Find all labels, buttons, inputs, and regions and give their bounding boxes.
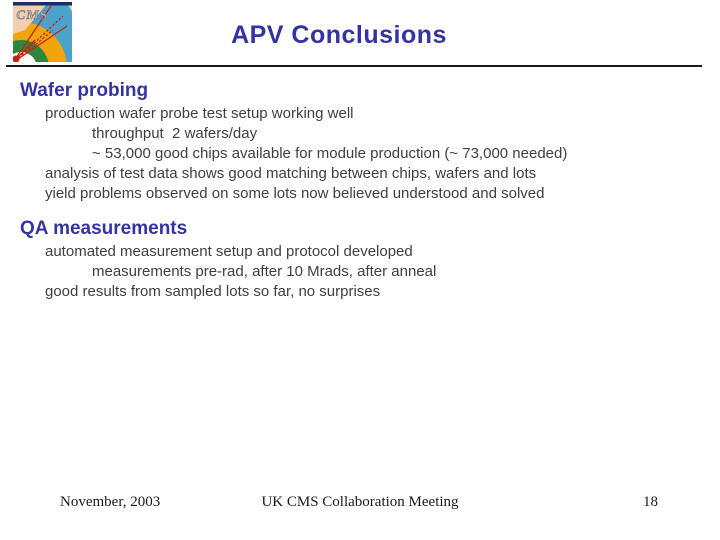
section-wafer-probing	[0, 79, 720, 204]
slide-footer	[0, 494, 720, 518]
footer-date: November, 2003	[60, 494, 161, 510]
slide-title: APV Conclusions	[231, 21, 447, 49]
body-line: throughput 2 wafers/day	[92, 125, 258, 142]
cms-logo-text: CMS	[15, 7, 50, 22]
body-line: ~ 53,000 good chips available for module production (~ 73,000 needed)	[92, 145, 568, 162]
section-heading: QA measurements	[20, 218, 188, 239]
footer-meeting-title: UK CMS Collaboration Meeting	[261, 494, 459, 510]
body-line: measurements pre-rad, after 10 Mrads, after anneal	[92, 263, 437, 280]
body-line: good results from sampled lots so far, no surprises	[45, 283, 381, 300]
body-line: automated measurement setup and protocol developed	[45, 243, 413, 260]
body-line: yield problems observed on some lots now believed understood and solved	[45, 185, 545, 202]
body-line: production wafer probe test setup working well	[45, 105, 354, 122]
section-heading: Wafer probing	[20, 80, 149, 101]
header-divider	[6, 65, 702, 67]
section-qa-measurements	[0, 217, 720, 302]
footer-page-number: 18	[643, 494, 658, 510]
body-line: analysis of test data shows good matching between chips, wafers and lots	[45, 165, 537, 182]
slide-body	[0, 79, 720, 302]
